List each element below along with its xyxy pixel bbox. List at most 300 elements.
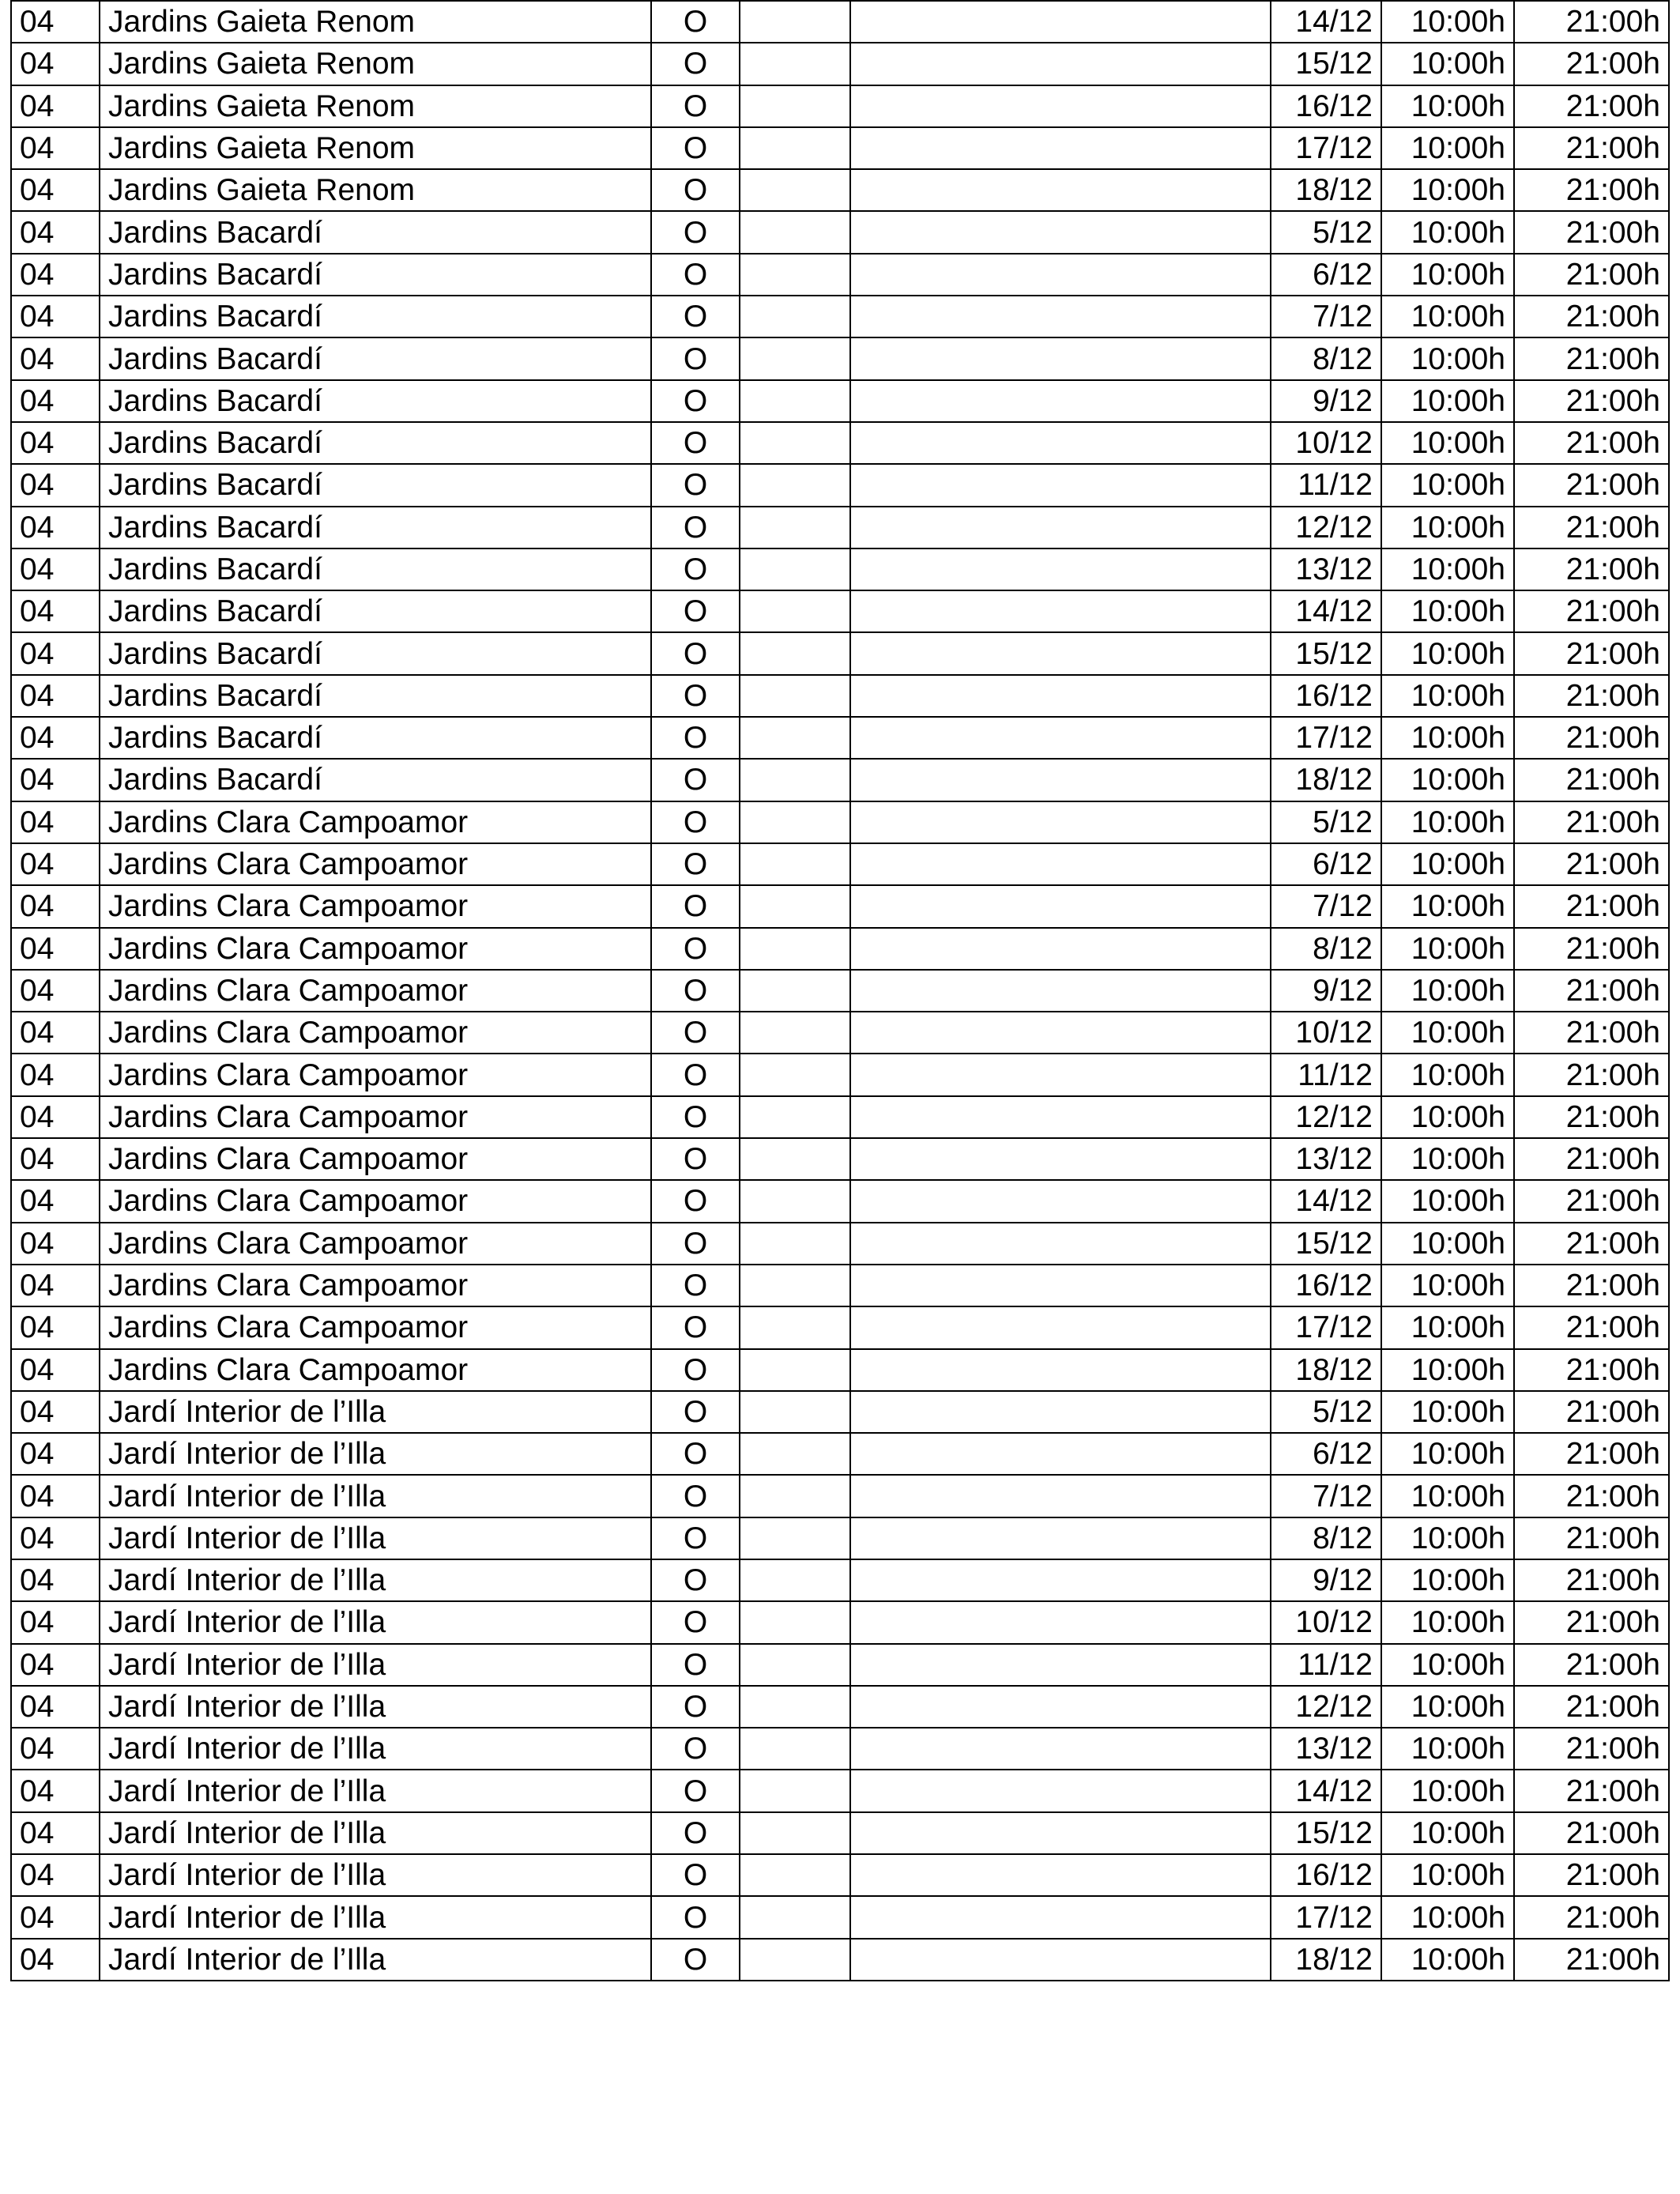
end-time-cell: 21:00h (1514, 885, 1669, 927)
mark-cell: O (651, 1475, 740, 1517)
district-cell: 04 (11, 1433, 100, 1475)
district-cell: 04 (11, 1223, 100, 1265)
place-cell: Jardí Interior de l’Illa (100, 1812, 651, 1854)
place-cell: Jardins Gaieta Renom (100, 127, 651, 169)
district-cell: 04 (11, 885, 100, 927)
empty-cell (740, 1644, 850, 1686)
start-time-cell: 10:00h (1381, 928, 1514, 970)
start-time-cell: 10:00h (1381, 1854, 1514, 1896)
empty-cell (850, 970, 1271, 1012)
date-cell: 18/12 (1271, 759, 1381, 801)
place-cell: Jardí Interior de l’Illa (100, 1939, 651, 1981)
date-cell: 9/12 (1271, 380, 1381, 422)
date-cell: 11/12 (1271, 1054, 1381, 1095)
empty-cell (740, 1096, 850, 1138)
table-row (11, 843, 1669, 885)
place-cell: Jardins Bacardí (100, 380, 651, 422)
mark-cell: O (651, 928, 740, 970)
empty-cell (850, 1012, 1271, 1054)
district-cell: 04 (11, 1138, 100, 1180)
end-time-cell: 21:00h (1514, 422, 1669, 464)
empty-cell (740, 1728, 850, 1770)
empty-cell (740, 1770, 850, 1811)
end-time-cell: 21:00h (1514, 548, 1669, 590)
end-time-cell: 21:00h (1514, 1812, 1669, 1854)
empty-cell (740, 1180, 850, 1222)
end-time-cell: 21:00h (1514, 1223, 1669, 1265)
empty-cell (740, 254, 850, 296)
mark-cell: O (651, 1601, 740, 1643)
empty-cell (740, 464, 850, 506)
empty-cell (740, 717, 850, 759)
empty-cell (850, 296, 1271, 337)
end-time-cell: 21:00h (1514, 1265, 1669, 1306)
mark-cell: O (651, 1433, 740, 1475)
start-time-cell: 10:00h (1381, 1096, 1514, 1138)
end-time-cell: 21:00h (1514, 1138, 1669, 1180)
place-cell: Jardí Interior de l’Illa (100, 1559, 651, 1601)
date-cell: 18/12 (1271, 169, 1381, 211)
district-cell: 04 (11, 169, 100, 211)
end-time-cell: 21:00h (1514, 1012, 1669, 1054)
end-time-cell: 21:00h (1514, 296, 1669, 337)
end-time-cell: 21:00h (1514, 1644, 1669, 1686)
date-cell: 16/12 (1271, 85, 1381, 127)
start-time-cell: 10:00h (1381, 211, 1514, 253)
district-cell: 04 (11, 1096, 100, 1138)
district-cell: 04 (11, 464, 100, 506)
mark-cell: O (651, 717, 740, 759)
start-time-cell: 10:00h (1381, 1728, 1514, 1770)
district-cell: 04 (11, 759, 100, 801)
mark-cell: O (651, 675, 740, 717)
mark-cell: O (651, 1517, 740, 1559)
start-time-cell: 10:00h (1381, 380, 1514, 422)
start-time-cell: 10:00h (1381, 1012, 1514, 1054)
table-row (11, 717, 1669, 759)
district-cell: 04 (11, 1054, 100, 1095)
district-cell: 04 (11, 1391, 100, 1433)
table-row (11, 169, 1669, 211)
place-cell: Jardí Interior de l’Illa (100, 1601, 651, 1643)
place-cell: Jardins Clara Campoamor (100, 1223, 651, 1265)
date-cell: 11/12 (1271, 464, 1381, 506)
place-cell: Jardí Interior de l’Illa (100, 1391, 651, 1433)
empty-cell (850, 1391, 1271, 1433)
district-cell: 04 (11, 254, 100, 296)
start-time-cell: 10:00h (1381, 632, 1514, 674)
end-time-cell: 21:00h (1514, 1180, 1669, 1222)
end-time-cell: 21:00h (1514, 1096, 1669, 1138)
place-cell: Jardins Clara Campoamor (100, 1012, 651, 1054)
end-time-cell: 21:00h (1514, 85, 1669, 127)
district-cell: 04 (11, 1686, 100, 1728)
start-time-cell: 10:00h (1381, 1138, 1514, 1180)
table-row (11, 759, 1669, 801)
place-cell: Jardins Bacardí (100, 717, 651, 759)
start-time-cell: 10:00h (1381, 337, 1514, 379)
end-time-cell: 21:00h (1514, 1728, 1669, 1770)
date-cell: 17/12 (1271, 127, 1381, 169)
place-cell: Jardins Bacardí (100, 337, 651, 379)
district-cell: 04 (11, 675, 100, 717)
date-cell: 10/12 (1271, 1601, 1381, 1643)
date-cell: 5/12 (1271, 1391, 1381, 1433)
mark-cell: O (651, 337, 740, 379)
district-cell: 04 (11, 970, 100, 1012)
empty-cell (850, 169, 1271, 211)
start-time-cell: 10:00h (1381, 85, 1514, 127)
end-time-cell: 21:00h (1514, 801, 1669, 843)
empty-cell (850, 1559, 1271, 1601)
empty-cell (850, 1306, 1271, 1348)
empty-cell (740, 675, 850, 717)
place-cell: Jardins Clara Campoamor (100, 970, 651, 1012)
place-cell: Jardins Bacardí (100, 211, 651, 253)
start-time-cell: 10:00h (1381, 1812, 1514, 1854)
start-time-cell: 10:00h (1381, 1391, 1514, 1433)
district-cell: 04 (11, 928, 100, 970)
start-time-cell: 10:00h (1381, 1517, 1514, 1559)
table-row (11, 1728, 1669, 1770)
table-row (11, 43, 1669, 85)
start-time-cell: 10:00h (1381, 1475, 1514, 1517)
district-cell: 04 (11, 337, 100, 379)
empty-cell (850, 548, 1271, 590)
end-time-cell: 21:00h (1514, 211, 1669, 253)
table-row (11, 507, 1669, 548)
mark-cell: O (651, 1138, 740, 1180)
district-cell: 04 (11, 843, 100, 885)
date-cell: 16/12 (1271, 675, 1381, 717)
date-cell: 16/12 (1271, 1854, 1381, 1896)
start-time-cell: 10:00h (1381, 254, 1514, 296)
district-cell: 04 (11, 548, 100, 590)
end-time-cell: 21:00h (1514, 1601, 1669, 1643)
district-cell: 04 (11, 85, 100, 127)
empty-cell (850, 1265, 1271, 1306)
empty-cell (850, 843, 1271, 885)
district-cell: 04 (11, 211, 100, 253)
mark-cell: O (651, 885, 740, 927)
mark-cell: O (651, 211, 740, 253)
table-row (11, 1433, 1669, 1475)
end-time-cell: 21:00h (1514, 843, 1669, 885)
district-cell: 04 (11, 632, 100, 674)
empty-cell (850, 1770, 1271, 1811)
table-row (11, 885, 1669, 927)
mark-cell: O (651, 1223, 740, 1265)
empty-cell (850, 337, 1271, 379)
place-cell: Jardins Clara Campoamor (100, 885, 651, 927)
empty-cell (850, 1939, 1271, 1981)
table-row (11, 1391, 1669, 1433)
place-cell: Jardins Bacardí (100, 759, 651, 801)
empty-cell (740, 1265, 850, 1306)
district-cell: 04 (11, 1728, 100, 1770)
mark-cell: O (651, 1686, 740, 1728)
empty-cell (740, 43, 850, 85)
date-cell: 10/12 (1271, 1012, 1381, 1054)
table-row (11, 928, 1669, 970)
mark-cell: O (651, 1854, 740, 1896)
end-time-cell: 21:00h (1514, 1433, 1669, 1475)
table-row (11, 1517, 1669, 1559)
empty-cell (740, 1, 850, 43)
empty-cell (740, 422, 850, 464)
start-time-cell: 10:00h (1381, 1306, 1514, 1348)
end-time-cell: 21:00h (1514, 717, 1669, 759)
district-cell: 04 (11, 1601, 100, 1643)
place-cell: Jardí Interior de l’Illa (100, 1517, 651, 1559)
start-time-cell: 10:00h (1381, 1601, 1514, 1643)
date-cell: 14/12 (1271, 1770, 1381, 1811)
empty-cell (850, 1349, 1271, 1391)
table-row (11, 1054, 1669, 1095)
place-cell: Jardins Gaieta Renom (100, 85, 651, 127)
empty-cell (850, 211, 1271, 253)
table-row (11, 380, 1669, 422)
empty-cell (740, 1686, 850, 1728)
start-time-cell: 10:00h (1381, 169, 1514, 211)
empty-cell (740, 1433, 850, 1475)
end-time-cell: 21:00h (1514, 632, 1669, 674)
place-cell: Jardins Clara Campoamor (100, 1138, 651, 1180)
start-time-cell: 10:00h (1381, 1433, 1514, 1475)
mark-cell: O (651, 296, 740, 337)
table-row (11, 464, 1669, 506)
mark-cell: O (651, 507, 740, 548)
empty-cell (850, 1854, 1271, 1896)
empty-cell (740, 843, 850, 885)
start-time-cell: 10:00h (1381, 1349, 1514, 1391)
empty-cell (740, 970, 850, 1012)
table-body (11, 1, 1669, 1981)
place-cell: Jardins Clara Campoamor (100, 1180, 651, 1222)
district-cell: 04 (11, 590, 100, 632)
table-row (11, 422, 1669, 464)
date-cell: 7/12 (1271, 1475, 1381, 1517)
start-time-cell: 10:00h (1381, 1180, 1514, 1222)
place-cell: Jardins Gaieta Renom (100, 1, 651, 43)
end-time-cell: 21:00h (1514, 1517, 1669, 1559)
empty-cell (740, 1812, 850, 1854)
empty-cell (850, 1517, 1271, 1559)
end-time-cell: 21:00h (1514, 127, 1669, 169)
mark-cell: O (651, 1896, 740, 1938)
empty-cell (850, 1475, 1271, 1517)
date-cell: 11/12 (1271, 1644, 1381, 1686)
table-row (11, 1601, 1669, 1643)
mark-cell: O (651, 169, 740, 211)
end-time-cell: 21:00h (1514, 43, 1669, 85)
place-cell: Jardins Bacardí (100, 632, 651, 674)
start-time-cell: 10:00h (1381, 548, 1514, 590)
date-cell: 6/12 (1271, 254, 1381, 296)
place-cell: Jardí Interior de l’Illa (100, 1644, 651, 1686)
end-time-cell: 21:00h (1514, 464, 1669, 506)
end-time-cell: 21:00h (1514, 759, 1669, 801)
district-cell: 04 (11, 380, 100, 422)
district-cell: 04 (11, 127, 100, 169)
date-cell: 15/12 (1271, 632, 1381, 674)
empty-cell (850, 1728, 1271, 1770)
place-cell: Jardí Interior de l’Illa (100, 1896, 651, 1938)
district-cell: 04 (11, 1180, 100, 1222)
mark-cell: O (651, 1770, 740, 1811)
empty-cell (740, 211, 850, 253)
district-cell: 04 (11, 1265, 100, 1306)
district-cell: 04 (11, 43, 100, 85)
mark-cell: O (651, 85, 740, 127)
mark-cell: O (651, 1812, 740, 1854)
end-time-cell: 21:00h (1514, 1391, 1669, 1433)
table-row (11, 1770, 1669, 1811)
mark-cell: O (651, 1728, 740, 1770)
empty-cell (740, 1349, 850, 1391)
empty-cell (850, 1896, 1271, 1938)
empty-cell (740, 1391, 850, 1433)
start-time-cell: 10:00h (1381, 1223, 1514, 1265)
start-time-cell: 10:00h (1381, 507, 1514, 548)
start-time-cell: 10:00h (1381, 1644, 1514, 1686)
place-cell: Jardí Interior de l’Illa (100, 1433, 651, 1475)
table-row (11, 1559, 1669, 1601)
end-time-cell: 21:00h (1514, 1770, 1669, 1811)
empty-cell (740, 1012, 850, 1054)
date-cell: 12/12 (1271, 1096, 1381, 1138)
start-time-cell: 10:00h (1381, 43, 1514, 85)
end-time-cell: 21:00h (1514, 1854, 1669, 1896)
empty-cell (850, 885, 1271, 927)
date-cell: 7/12 (1271, 296, 1381, 337)
start-time-cell: 10:00h (1381, 1559, 1514, 1601)
mark-cell: O (651, 254, 740, 296)
mark-cell: O (651, 843, 740, 885)
empty-cell (740, 1854, 850, 1896)
empty-cell (850, 1, 1271, 43)
mark-cell: O (651, 759, 740, 801)
mark-cell: O (651, 590, 740, 632)
empty-cell (740, 1306, 850, 1348)
date-cell: 17/12 (1271, 717, 1381, 759)
empty-cell (740, 1939, 850, 1981)
start-time-cell: 10:00h (1381, 1265, 1514, 1306)
empty-cell (850, 422, 1271, 464)
empty-cell (850, 127, 1271, 169)
end-time-cell: 21:00h (1514, 928, 1669, 970)
table-row (11, 1306, 1669, 1348)
place-cell: Jardins Bacardí (100, 675, 651, 717)
district-cell: 04 (11, 1770, 100, 1811)
date-cell: 5/12 (1271, 211, 1381, 253)
date-cell: 18/12 (1271, 1939, 1381, 1981)
empty-cell (850, 380, 1271, 422)
date-cell: 8/12 (1271, 1517, 1381, 1559)
table-row (11, 296, 1669, 337)
start-time-cell: 10:00h (1381, 759, 1514, 801)
start-time-cell: 10:00h (1381, 717, 1514, 759)
mark-cell: O (651, 548, 740, 590)
empty-cell (850, 928, 1271, 970)
end-time-cell: 21:00h (1514, 970, 1669, 1012)
start-time-cell: 10:00h (1381, 675, 1514, 717)
empty-cell (850, 1433, 1271, 1475)
empty-cell (740, 1517, 850, 1559)
date-cell: 12/12 (1271, 1686, 1381, 1728)
date-cell: 14/12 (1271, 1180, 1381, 1222)
empty-cell (850, 43, 1271, 85)
empty-cell (850, 464, 1271, 506)
empty-cell (740, 1223, 850, 1265)
place-cell: Jardins Clara Campoamor (100, 843, 651, 885)
date-cell: 5/12 (1271, 801, 1381, 843)
table-row (11, 337, 1669, 379)
empty-cell (740, 337, 850, 379)
district-cell: 04 (11, 1012, 100, 1054)
start-time-cell: 10:00h (1381, 1939, 1514, 1981)
empty-cell (850, 759, 1271, 801)
district-cell: 04 (11, 507, 100, 548)
district-cell: 04 (11, 1644, 100, 1686)
end-time-cell: 21:00h (1514, 254, 1669, 296)
mark-cell: O (651, 43, 740, 85)
district-cell: 04 (11, 1349, 100, 1391)
empty-cell (850, 507, 1271, 548)
empty-cell (740, 1054, 850, 1095)
district-cell: 04 (11, 1896, 100, 1938)
date-cell: 15/12 (1271, 1223, 1381, 1265)
empty-cell (740, 632, 850, 674)
empty-cell (850, 1096, 1271, 1138)
empty-cell (740, 169, 850, 211)
mark-cell: O (651, 1349, 740, 1391)
empty-cell (850, 1223, 1271, 1265)
end-time-cell: 21:00h (1514, 337, 1669, 379)
start-time-cell: 10:00h (1381, 885, 1514, 927)
mark-cell: O (651, 1265, 740, 1306)
mark-cell: O (651, 1644, 740, 1686)
end-time-cell: 21:00h (1514, 1559, 1669, 1601)
table-row (11, 970, 1669, 1012)
place-cell: Jardins Clara Campoamor (100, 1265, 651, 1306)
place-cell: Jardí Interior de l’Illa (100, 1728, 651, 1770)
empty-cell (740, 1559, 850, 1601)
start-time-cell: 10:00h (1381, 127, 1514, 169)
end-time-cell: 21:00h (1514, 1306, 1669, 1348)
table-row (11, 1096, 1669, 1138)
empty-cell (850, 1180, 1271, 1222)
empty-cell (740, 1601, 850, 1643)
table-row (11, 1265, 1669, 1306)
mark-cell: O (651, 1, 740, 43)
place-cell: Jardins Clara Campoamor (100, 1306, 651, 1348)
empty-cell (740, 801, 850, 843)
district-cell: 04 (11, 1, 100, 43)
district-cell: 04 (11, 801, 100, 843)
mark-cell: O (651, 422, 740, 464)
empty-cell (740, 1475, 850, 1517)
table-row (11, 1686, 1669, 1728)
empty-cell (740, 759, 850, 801)
table-row (11, 590, 1669, 632)
place-cell: Jardí Interior de l’Illa (100, 1854, 651, 1896)
date-cell: 13/12 (1271, 1138, 1381, 1180)
district-cell: 04 (11, 1939, 100, 1981)
date-cell: 13/12 (1271, 548, 1381, 590)
date-cell: 6/12 (1271, 1433, 1381, 1475)
empty-cell (740, 380, 850, 422)
